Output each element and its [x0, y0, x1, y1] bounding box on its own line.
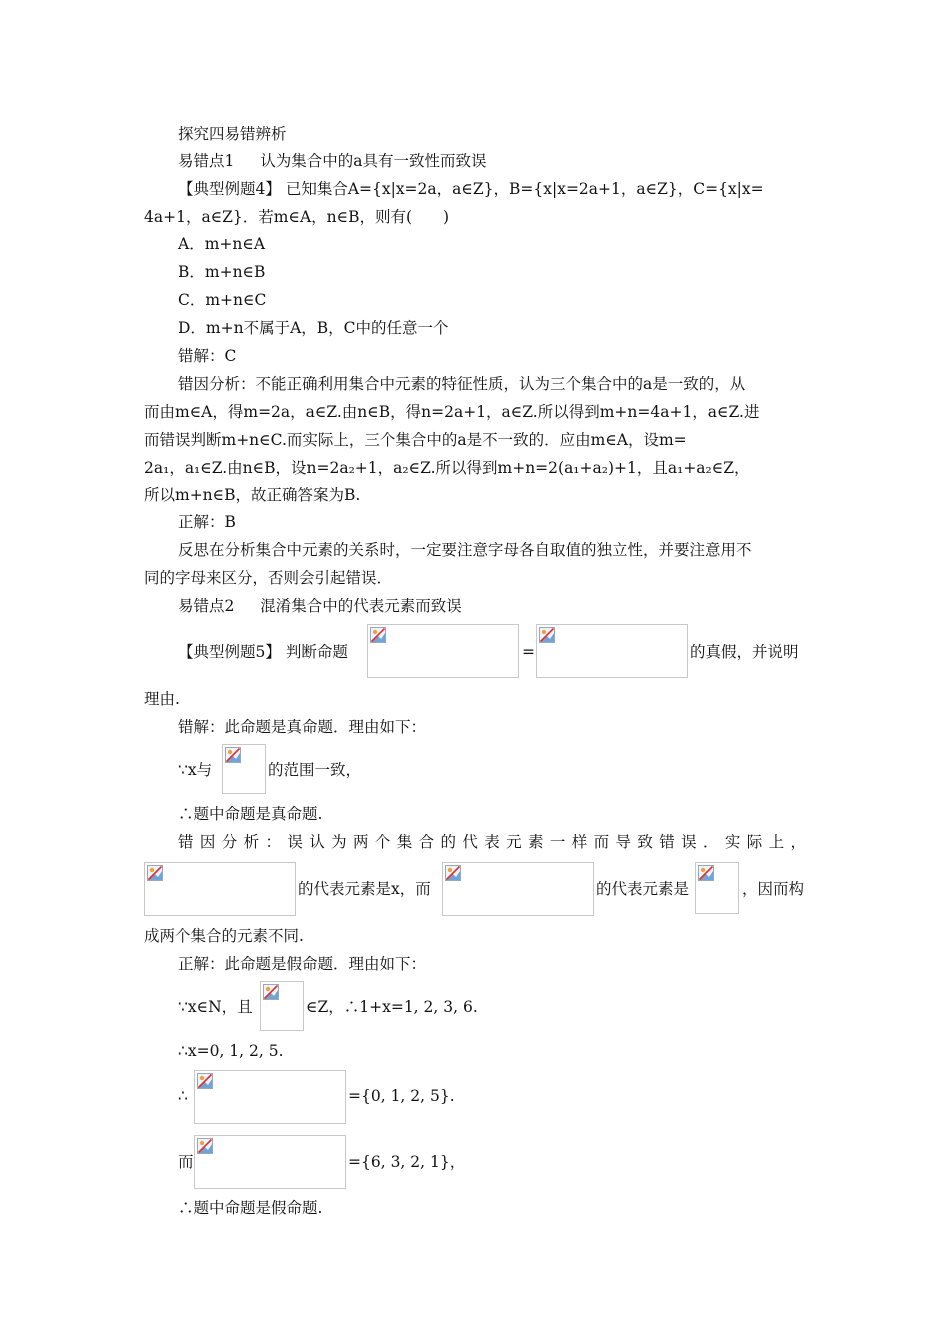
formula-image-set-a — [144, 862, 296, 916]
step-1-suffix: ∈Z，∴1+x=1, 2, 3, 6. — [306, 998, 478, 1016]
broken-image-icon — [698, 865, 714, 881]
correct-solution-intro: 正解：此命题是假命题．理由如下： — [178, 955, 427, 973]
example-4-stem-line-2: 4a+1，a∈Z}．若m∈A，n∈B，则有( ) — [144, 208, 450, 226]
option-d: D．m+n不属于A，B，C中的任意一个 — [178, 319, 449, 337]
step-4-prefix: 而 — [178, 1153, 194, 1171]
analysis5-mid-1: 的代表元素是x，而 — [298, 880, 431, 898]
option-b: B．m+n∈B — [178, 263, 266, 281]
example-5-stem-line-1 — [178, 642, 348, 662]
broken-image-icon — [147, 865, 163, 881]
formula-image-element — [222, 744, 266, 794]
formula-image-fraction — [260, 981, 304, 1031]
analysis5-line-3: 成两个集合的元素不同. — [144, 927, 304, 945]
broken-image-icon — [225, 747, 241, 763]
error-point-1-title: 认为集合中的a具有一致性而致误 — [260, 152, 487, 170]
error-point-2 — [178, 596, 462, 616]
analysis5-end: ，因而构 — [742, 880, 805, 898]
broken-image-icon — [197, 1138, 213, 1154]
analysis-line-1: 错因分析：不能正确利用集合中元素的特征性质，认为三个集合中的a是一致的，从 — [178, 375, 746, 393]
analysis-line-3: 而错误判断m+n∈C.而实际上，三个集合中的a是不一致的．应由m∈A，设m= — [144, 431, 687, 449]
wrong-solution-intro: 错解：此命题是真命题．理由如下： — [178, 718, 427, 736]
step-1-prefix: ∵x∈N，且 — [178, 998, 253, 1016]
analysis5-line-1: 错因分析：误认为两个集合的代表元素一样而导致错误．实际上， — [178, 833, 806, 851]
example-4-label: 【典型例题4】 — [178, 180, 281, 198]
formula-image-set-d — [194, 1135, 346, 1189]
step-2: ∴x=0, 1, 2, 5. — [178, 1042, 284, 1060]
reflection-line-1: 反思在分析集合中元素的关系时，一定要注意字母各自取值的独立性，并要注意用不 — [178, 541, 752, 559]
formula-image-set-2 — [536, 624, 688, 678]
analysis-line-5: 所以m+n∈B，故正确答案为B. — [144, 486, 361, 504]
step-3-suffix: ={0, 1, 2, 5}. — [348, 1087, 455, 1105]
correct-answer: 正解：B — [178, 513, 236, 531]
wrong-answer: 错解：C — [178, 347, 237, 365]
reflection-line-2: 同的字母来区分，否则会引起错误． — [144, 569, 393, 587]
example-5-label: 【典型例题5】 — [178, 643, 281, 661]
formula-image-set-1 — [367, 624, 519, 678]
equals-sign: = — [522, 643, 535, 661]
error-point-2-label: 易错点2 — [178, 597, 235, 615]
analysis-line-2: 而由m∈A，得m=2a，a∈Z.由n∈B，得n=2a+1，a∈Z.所以得到m+n=4a+1，a∈Z.进 — [144, 403, 760, 421]
broken-image-icon — [445, 865, 461, 881]
formula-image-set-b — [442, 862, 594, 916]
error-point-1 — [178, 151, 487, 171]
broken-image-icon — [539, 627, 555, 643]
section-title: 探究四易错辨析 — [178, 125, 287, 143]
formula-image-set-c — [194, 1070, 346, 1124]
conclusion: ∴题中命题是假命题. — [178, 1199, 323, 1217]
error-point-1-label: 易错点1 — [178, 152, 235, 170]
therefore-true: ∴题中命题是真命题. — [178, 805, 323, 823]
step-4-suffix: ={6, 3, 2, 1}， — [348, 1153, 466, 1171]
example-4-stem-text-1: 已知集合A={x|x=2a，a∈Z}，B={x|x=2a+1，a∈Z}，C={x|x= — [285, 180, 764, 198]
option-a: A．m+n∈A — [178, 235, 266, 253]
broken-image-icon — [263, 984, 279, 1000]
option-c: C．m+n∈C — [178, 291, 267, 309]
error-point-2-title: 混淆集合中的代表元素而致误 — [260, 597, 462, 615]
example-4-stem-line-1 — [178, 179, 764, 199]
analysis5-mid-2: 的代表元素是 — [596, 880, 690, 898]
analysis-line-4: 2a₁，a₁∈Z.由n∈B，设n=2a₂+1，a₂∈Z.所以得到m+n=2(a₁+a₂)+1，且a₁+a₂∈Z， — [144, 459, 750, 477]
broken-image-icon — [197, 1073, 213, 1089]
because-prefix: ∵x与 — [178, 761, 213, 779]
example-5-stem-suffix: 的真假，并说明 — [690, 643, 799, 661]
example-5-stem-prefix: 判断命题 — [285, 643, 348, 661]
formula-image-element-2 — [695, 862, 739, 914]
broken-image-icon — [370, 627, 386, 643]
step-3-prefix: ∴ — [178, 1087, 188, 1105]
example-5-stem-line-2: 理由. — [144, 690, 180, 708]
because-suffix: 的范围一致， — [268, 761, 362, 779]
